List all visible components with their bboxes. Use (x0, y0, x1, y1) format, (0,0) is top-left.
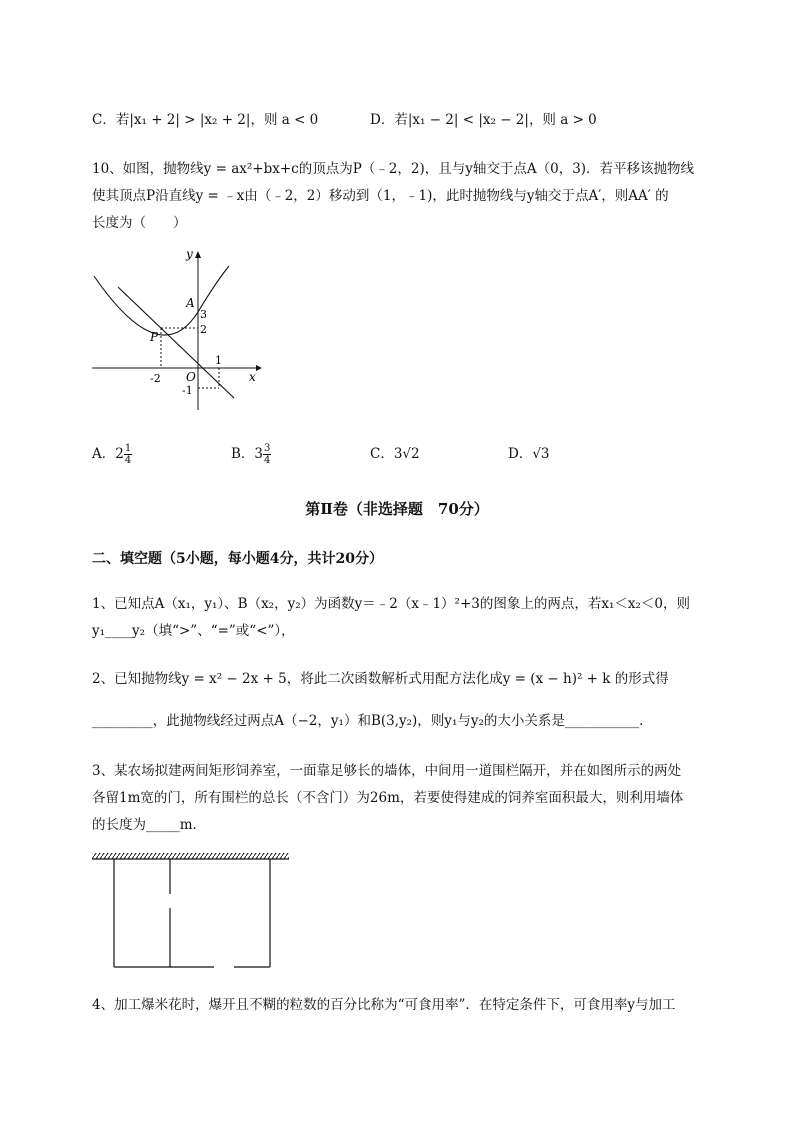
fraction (124, 443, 132, 466)
q9-option-c (92, 108, 318, 128)
tick-neg2: -2 (150, 372, 161, 385)
fraction-den: 4 (124, 455, 132, 466)
origin-label: O (186, 370, 196, 384)
y-axis-label: y (186, 247, 193, 261)
option-label: C．若 (92, 112, 130, 128)
q10-line2: 使其顶点P沿直线y = ﹣x由（﹣2，2）移动到（1，﹣1)，此时抛物线与y轴交于点A′，则AA′ 的 (92, 188, 669, 204)
q10-option-c: C．3√2 (370, 446, 420, 462)
q9-option-d (370, 108, 597, 128)
point-a-label: A (186, 296, 195, 310)
option-tail: ，则 a < 0 (250, 112, 319, 128)
option-expr: |x₁ + 2| > |x₂ + 2| (129, 112, 251, 128)
tick-1: 1 (215, 354, 222, 367)
option-label: B．3 (231, 446, 264, 462)
q10-option-d: D．√3 (508, 446, 550, 462)
x-axis-arrow (256, 365, 262, 371)
tick-2: 2 (200, 323, 207, 336)
fill2-line1: 2、已知抛物线y = x² − 2x + 5，将此二次函数解析式用配方法化成y = (x − h)² + k 的形式得 (92, 671, 669, 687)
q10-option-a (92, 442, 132, 466)
option-tail: ，则 a > 0 (528, 112, 597, 128)
fraction-den: 4 (264, 455, 271, 466)
parabola-curve (94, 266, 229, 335)
option-label: A．2 (92, 446, 124, 462)
fraction (263, 443, 271, 466)
q10-line1: 10、如图，抛物线y = ax²+bx+c的顶点为P（﹣2，2)，且与y轴交于点A（0，3)．若平移该抛物线 (92, 161, 695, 177)
fill1-line1: 1、已知点A（x₁，y₁）、B（x₂，y₂）为函数y＝﹣2（x﹣1）²+3的图象上的两点，若x₁＜x₂＜0，则 (92, 596, 691, 612)
y-axis-arrow (195, 251, 201, 258)
x-axis-label: x (249, 370, 256, 384)
fill2-line2: _________，此抛物线经过两点A（−2，y₁）和B(3,y₂)，则y₁与y₂的大小关系是___________. (92, 713, 644, 729)
fill3-line3: 的长度为_____m． (92, 817, 207, 833)
point-p-label: P (150, 330, 159, 344)
q10-option-b (231, 442, 271, 466)
wall-hatching (92, 853, 289, 859)
section-heading: 二、填空题（5小题，每小题4分，共计20分） (92, 551, 383, 567)
fraction-num: 1 (124, 443, 132, 454)
fill3-line2: 各留1m宽的门，所有围栏的总长（不含门）为26m，若要使得建成的饲养室面积最大，则利用墙体 (92, 790, 684, 806)
q10-line3: 长度为（ ） (92, 215, 187, 231)
fill3-line1: 3、某农场拟建两间矩形饲养室，一面靠足够长的墙体，中间用一道围栏隔开，并在如图所示的两处 (92, 763, 682, 779)
tick-neg1: -1 (182, 384, 193, 397)
option-expr: |x₁ − 2| < |x₂ − 2| (407, 112, 529, 128)
line-y-neg-x (118, 287, 234, 398)
enclosure-diagram (90, 850, 292, 972)
fill1-line2: y₁____y₂（填“>”、“=”或“<”）， (92, 623, 295, 639)
tick-3: 3 (200, 308, 207, 321)
q10-parabola-graph (88, 240, 268, 415)
part2-title: 第Ⅱ卷（非选择题 70分） (305, 500, 489, 518)
fraction-num: 3 (264, 443, 271, 454)
option-label: D．若 (370, 112, 408, 128)
fill4-line1: 4、加工爆米花时，爆开且不糊的粒数的百分比称为“可食用率”．在特定条件下，可食用率y与加工 (92, 997, 676, 1013)
